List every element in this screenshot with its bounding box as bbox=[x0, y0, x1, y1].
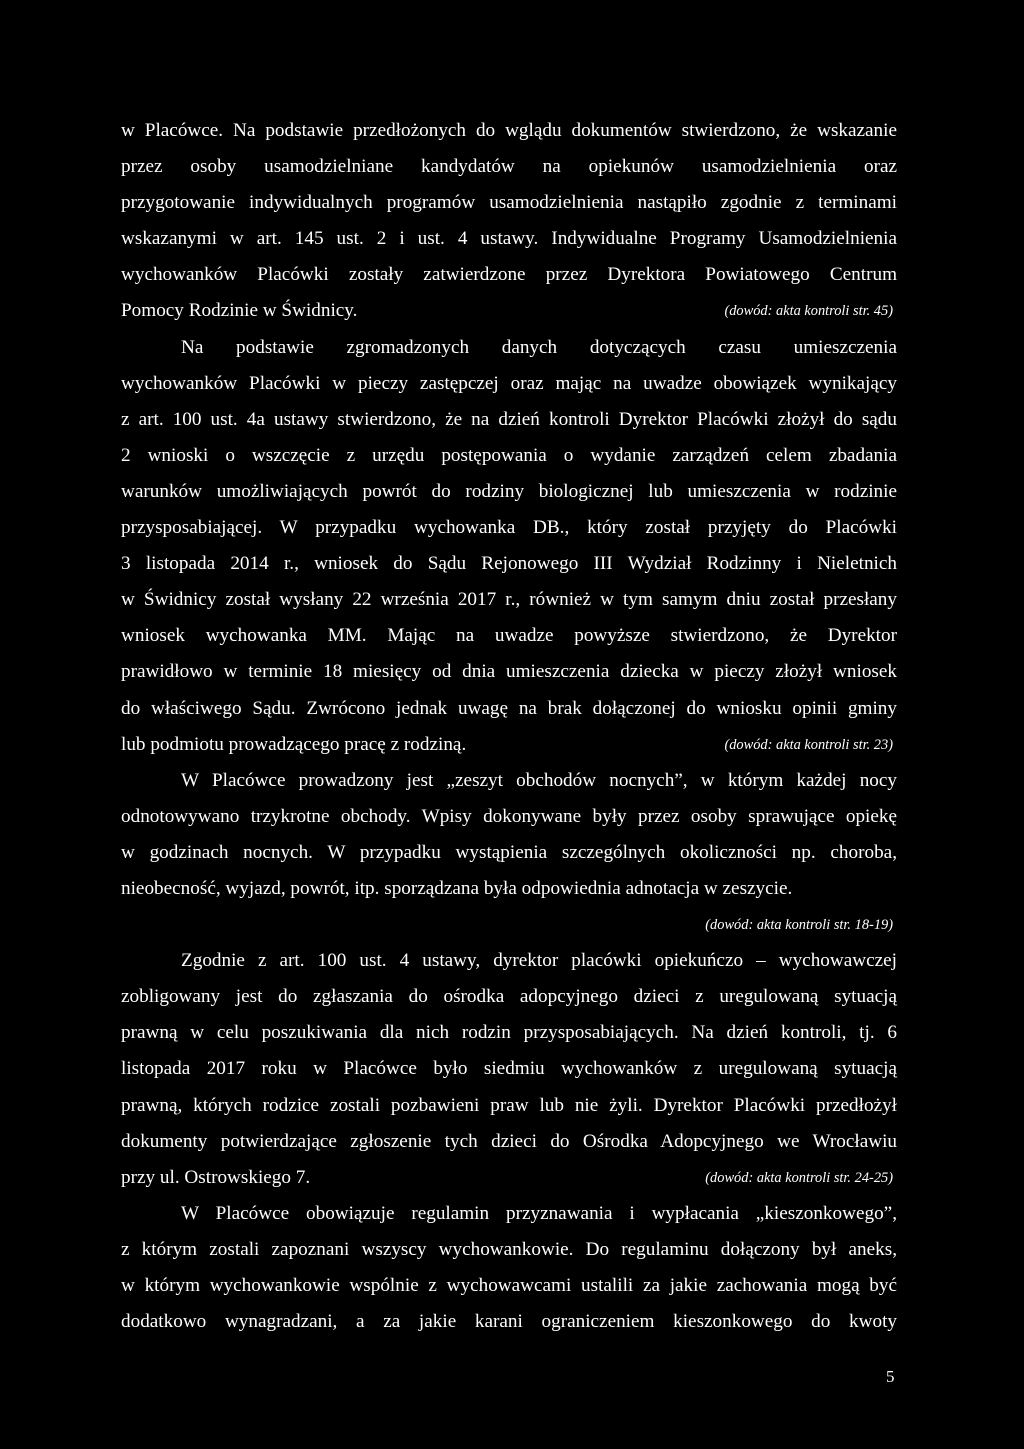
text-line: przysposabiającej. W przypadku wychowanka DB., który został przyjęty do Placówki bbox=[121, 517, 897, 539]
text-line: wskazanymi w art. 145 ust. 2 i ust. 4 ustawy. Indywidualne Programy Usamodzielnienia bbox=[121, 228, 897, 250]
text-line: przez osoby usamodzielniane kandydatów na opiekunów usamodzielnienia oraz bbox=[121, 156, 897, 178]
text-line: Zgodnie z art. 100 ust. 4 ustawy, dyrektor placówki opiekuńczo – wychowawczej bbox=[181, 950, 897, 972]
text-line: zobligowany jest do zgłaszania do ośrodka adopcyjnego dzieci z uregulowaną sytuacją bbox=[121, 986, 897, 1008]
text-line: W Placówce obowiązuje regulamin przyznawania i wypłacania „kieszonkowego”, bbox=[181, 1202, 897, 1224]
text-line: listopada 2017 roku w Placówce było siedmiu wychowanków z uregulowaną sytuacją bbox=[121, 1058, 897, 1080]
text-line: przy ul. Ostrowskiego 7. bbox=[121, 1166, 311, 1188]
evidence-reference: (dowód: akta kontroli str. 45) bbox=[724, 303, 893, 320]
document-body bbox=[121, 113, 897, 1340]
text-line: W Placówce prowadzony jest „zeszyt obchodów nocnych”, w którym każdej nocy bbox=[181, 769, 897, 791]
text-line: wychowanków Placówki zostały zatwierdzone przez Dyrektora Powiatowego Centrum bbox=[121, 264, 897, 286]
text-line: w Placówce. Na podstawie przedłożonych do wglądu dokumentów stwierdzono, że wskazanie bbox=[121, 120, 897, 141]
text-line: dodatkowo wynagradzani, a za jakie karani ograniczeniem kieszonkowego do kwoty bbox=[121, 1311, 897, 1333]
text-line: prawną, których rodzice zostali pozbawieni praw lub nie żyli. Dyrektor Placówki przedłożył bbox=[121, 1094, 897, 1116]
text-line: w którym wychowankowie wspólnie z wychowawcami ustalili za jakie zachowania mogą być bbox=[121, 1275, 897, 1296]
text-line: z art. 100 ust. 4a ustawy stwierdzono, że na dzień kontroli Dyrektor Placówki złożył do sądu bbox=[121, 408, 897, 430]
text-line: w Świdnicy został wysłany 22 września 2017 r., również w tym samym dniu został przesłany bbox=[121, 589, 897, 611]
text-line-with-evidence bbox=[121, 1160, 897, 1196]
text-line: 2 wnioski o wszczęcie z urzędu postępowania o wydanie zarządzeń celem zbadania bbox=[121, 444, 897, 466]
text-line: wniosek wychowanka MM. Mając na uwadze powyższe stwierdzono, że Dyrektor bbox=[121, 625, 897, 647]
text-line: lub podmiotu prowadzącego pracę z rodziną. bbox=[121, 733, 467, 755]
text-line: dokumenty potwierdzające zgłoszenie tych dzieci do Ośrodka Adopcyjnego we Wrocławiu bbox=[121, 1130, 897, 1152]
evidence-line bbox=[121, 907, 897, 943]
text-line: odnotowywano trzykrotne obchody. Wpisy dokonywane były przez osoby sprawujące opiekę bbox=[121, 805, 897, 827]
evidence-reference: (dowód: akta kontroli str. 18-19) bbox=[705, 917, 893, 934]
page-number: 5 bbox=[886, 1367, 895, 1386]
evidence-reference: (dowód: akta kontroli str. 23) bbox=[724, 736, 893, 753]
evidence-reference: (dowód: akta kontroli str. 24-25) bbox=[705, 1169, 893, 1186]
text-line: 3 listopada 2014 r., wniosek do Sądu Rejonowego III Wydział Rodzinny i Nieletnich bbox=[121, 553, 897, 575]
text-line: z którym zostali zapoznani wszyscy wychowankowie. Do regulaminu dołączony był aneks, bbox=[121, 1238, 897, 1260]
text-line: nieobecność, wyjazd, powrót, itp. sporządzana była odpowiednia adnotacja w zeszycie. bbox=[121, 877, 793, 899]
text-line: prawidłowo w terminie 18 miesięcy od dnia umieszczenia dziecka w pieczy złożył wniosek bbox=[121, 661, 897, 683]
text-line: w godzinach nocnych. W przypadku wystąpienia szczególnych okoliczności np. choroba, bbox=[121, 841, 897, 863]
text-line: do właściwego Sądu. Zwrócono jednak uwagę na brak dołączonej do wniosku opinii gminy bbox=[121, 697, 897, 719]
text-line: warunków umożliwiających powrót do rodziny biologicznej lub umieszczenia w rodzinie bbox=[121, 480, 897, 502]
text-line: Na podstawie zgromadzonych danych dotyczących czasu umieszczenia bbox=[181, 336, 897, 358]
text-line-with-evidence bbox=[121, 727, 897, 763]
text-line: Pomocy Rodzinie w Świdnicy. bbox=[121, 300, 358, 322]
text-line: przygotowanie indywidualnych programów usamodzielnienia nastąpiło zgodnie z terminami bbox=[121, 192, 897, 214]
text-line: wychowanków Placówki w pieczy zastępczej oraz mając na uwadze obowiązek wynikający bbox=[121, 372, 897, 394]
text-line-with-evidence bbox=[121, 293, 897, 329]
text-line: prawną w celu poszukiwania dla nich rodzin przysposabiających. Na dzień kontroli, tj. 6 bbox=[121, 1022, 897, 1044]
